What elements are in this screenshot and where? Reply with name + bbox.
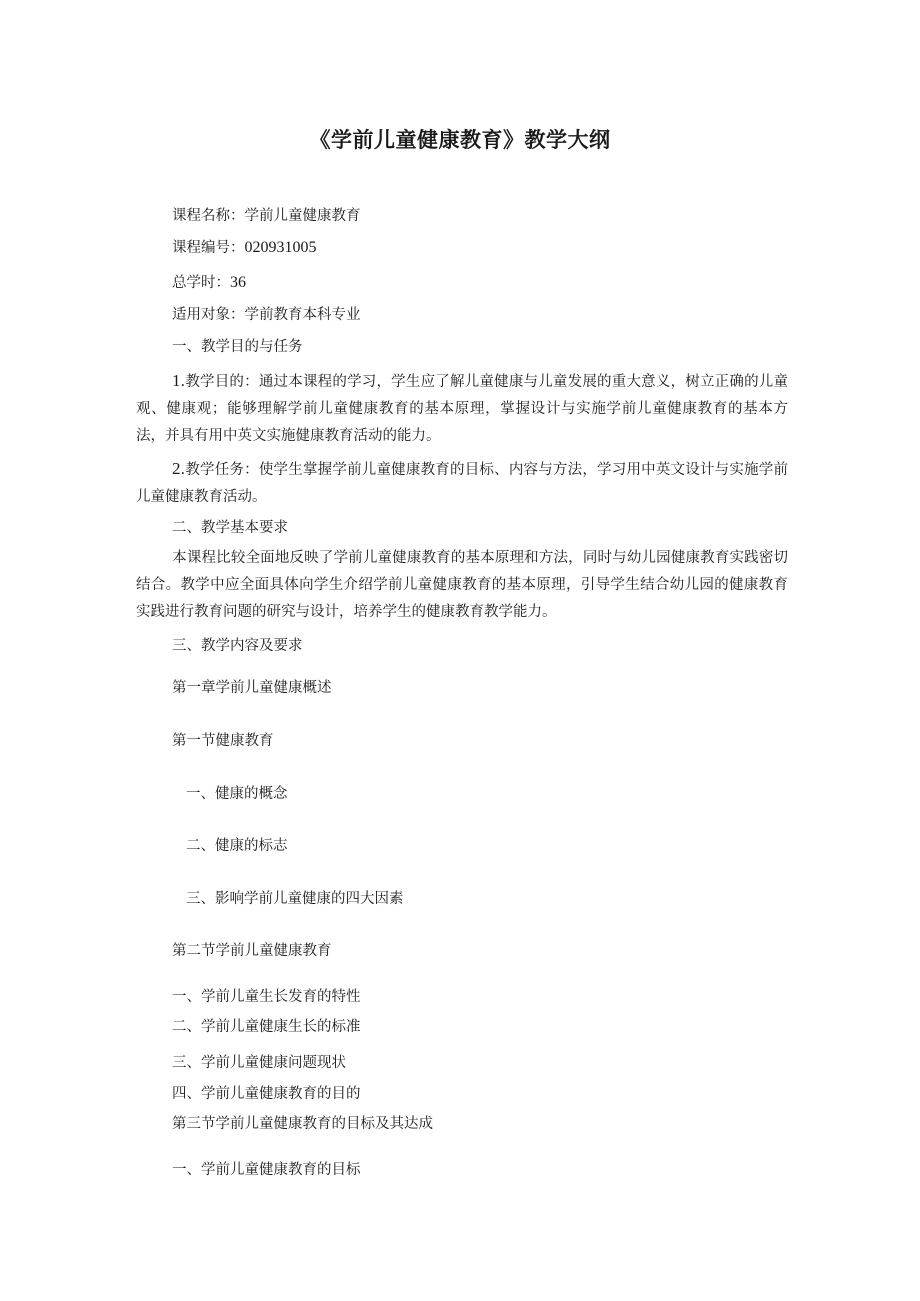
total-hours-value: 36	[230, 274, 246, 291]
section-heading-purpose: 一、教学目的与任务	[172, 339, 303, 355]
chapter-1-section-2: 第二节学前儿童健康教育	[172, 943, 332, 959]
list-item: 三、学前儿童健康问题现状	[172, 1055, 346, 1071]
course-code-value: 020931005	[244, 239, 317, 256]
audience: 适用对象：学前教育本科专业	[172, 307, 361, 323]
purpose-number: 1	[172, 371, 181, 390]
list-item: 二、健康的标志	[186, 838, 288, 854]
list-item: 四、学前儿童健康教育的目的	[172, 1086, 361, 1102]
chapter-1-section-1: 第一节健康教育	[172, 733, 274, 749]
chapter-1-title: 第一章学前儿童健康概述	[172, 680, 332, 696]
course-name: 课程名称：学前儿童健康教育	[172, 208, 361, 224]
requirements-text: 本课程比较全面地反映了学前儿童健康教育的基本原理和方法，同时与幼儿园健康教育实践密切结合。教学中应全面具体向学生介绍学前儿童健康教育的基本原理，引导学生结合幼儿园的健康教育实践进行教育问题的研究与设计，培养学生的健康教育教学能力。	[136, 550, 788, 620]
section-heading-content: 三、教学内容及要求	[172, 638, 303, 654]
requirements-paragraph	[136, 545, 788, 626]
chapter-1-section-3: 第三节学前儿童健康教育的目标及其达成	[172, 1116, 433, 1132]
total-hours-label: 总学时：	[172, 275, 230, 291]
list-item: 三、影响学前儿童健康的四大因素	[186, 891, 404, 907]
task-number: 2	[172, 459, 181, 478]
purpose-text: .教学目的：通过本课程的学习，学生应了解儿童健康与儿童发展的重大意义，树立正确的儿童观、健康观；能够理解学前儿童健康教育的基本原理，掌握设计与实施学前儿童健康教育的基本方法，并具有用中英文实施健康教育活动的能力。	[136, 374, 788, 444]
course-code	[172, 238, 317, 258]
task-paragraph	[136, 455, 788, 511]
course-code-label: 课程编号：	[172, 240, 245, 256]
total-hours	[172, 273, 246, 293]
section-heading-requirements: 二、教学基本要求	[172, 520, 288, 536]
list-item: 一、学前儿童健康教育的目标	[172, 1162, 361, 1178]
list-item: 一、学前儿童生长发育的特性	[172, 989, 361, 1005]
document-title: 《学前儿童健康教育》教学大纲	[309, 128, 611, 152]
list-item: 一、健康的概念	[186, 786, 288, 802]
list-item: 二、学前儿童健康生长的标准	[172, 1019, 361, 1035]
task-text: .教学任务：使学生掌握学前儿童健康教育的目标、内容与方法，学习用中英文设计与实施学前儿童健康教育活动。	[136, 462, 788, 505]
purpose-paragraph	[136, 367, 788, 450]
